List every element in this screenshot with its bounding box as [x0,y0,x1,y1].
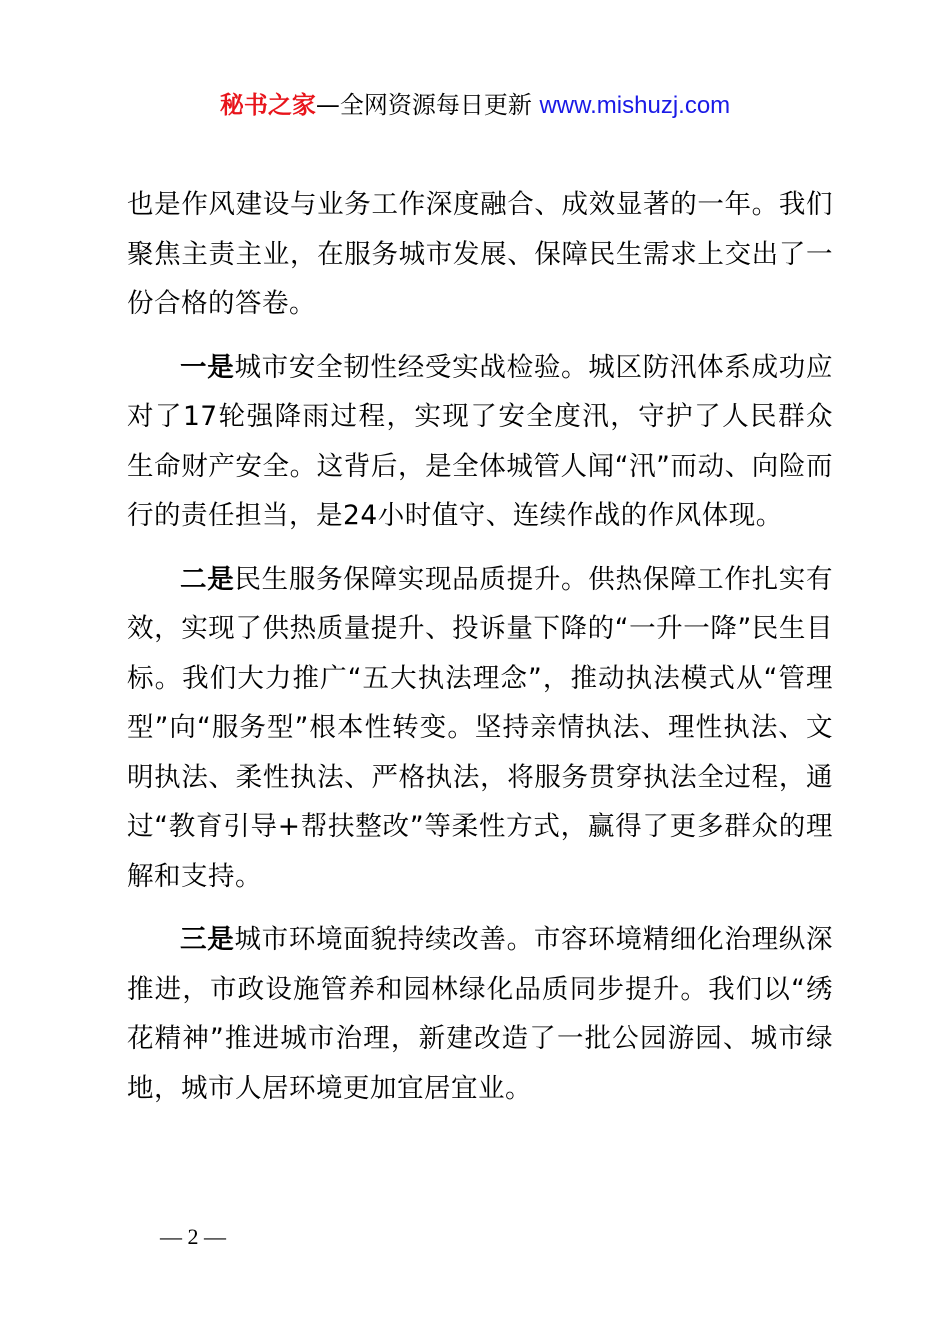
header-url[interactable]: www.mishuzj.com [539,92,731,119]
site-header [0,88,950,123]
paragraph-point-2 [127,555,833,902]
paragraph-text: 城市环境面貌持续改善。市容环境精细化治理纵深推进，市政设施管养和园林绿化品质同步提升。我们以“绣花精神”推进城市治理，新建改造了一批公园游园、城市绿地，城市人居环境更加宜居宜业。 [127,924,834,1104]
document-body [127,180,833,1127]
brand-name: 秘书之家 [219,91,316,119]
paragraph-lead: 一是 [180,351,235,383]
paragraph-point-1 [127,343,833,541]
paragraph-text: 民生服务保障实现品质提升。供热保障工作扎实有效，实现了供热质量提升、投诉量下降的“一升一降”民生目标。我们大力推广“五大执法理念”，推动执法模式从“管理型”向“服务型”根本性转变。坚持亲情执法、理性执法、文明执法、柔性执法、严格执法，将服务贯穿执法全过程，通过“教育引导+帮扶整改”等柔性方式，赢得了更多群众的理解和支持。 [127,563,834,892]
paragraph-lead: 三是 [180,924,235,955]
paragraph-continuation [127,180,833,329]
page-number: — 2 — [160,1224,226,1249]
header-slogan: —全网资源每日更新 [315,91,540,119]
paragraph-text: 也是作风建设与业务工作深度融合、成效显著的一年。我们聚焦主责主业，在服务城市发展、保障民生需求上交出了一份合格的答卷。 [127,189,833,319]
paragraph-lead: 二是 [180,563,235,595]
paragraph-point-3 [127,915,833,1113]
paragraph-text: 城市安全韧性经受实战检验。城区防汛体系成功应对了17轮强降雨过程，实现了安全度汛，守护了人民群众生命财产安全。这背后，是全体城管人闻“汛”而动、向险而行的责任担当，是24小时值守、连续作战的作风体现。 [127,351,834,531]
